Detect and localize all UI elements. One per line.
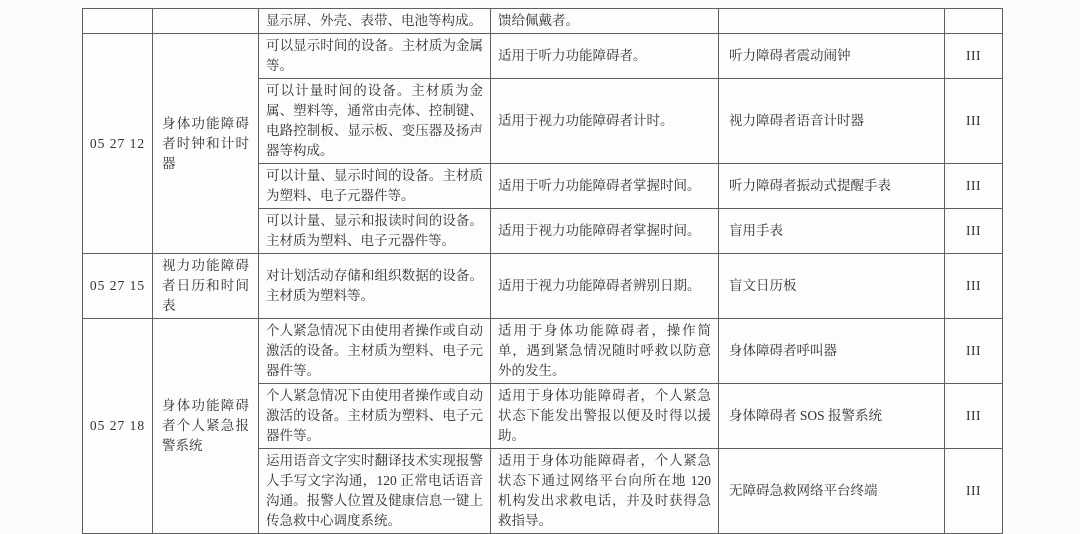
- cell-description: 显示屏、外壳、表带、电池等构成。: [259, 9, 491, 34]
- cell-description: 个人紧急情况下由使用者操作或自动激活的设备。主材质为塑料、电子元器件等。: [259, 319, 491, 384]
- cell-product: [719, 9, 945, 34]
- cell-product: 无障碍急救网络平台终端: [719, 449, 945, 534]
- cell-application: 适用于身体功能障碍者，个人紧急状态下能发出警报以便及时得以援助。: [491, 384, 719, 449]
- cell-category: 身体功能障碍者时钟和计时器: [153, 34, 259, 254]
- cell-application: 适用于听力功能障碍者。: [491, 34, 719, 79]
- cell-description: 可以计量、显示时间的设备。主材质为塑料、电子元器件等。: [259, 164, 491, 209]
- cell-grade: III: [945, 209, 1003, 254]
- cell-product: 视力障碍者语音计时器: [719, 79, 945, 164]
- cell-code: [83, 9, 153, 34]
- assistive-device-catalog-table: [82, 8, 1003, 534]
- cell-application: 适用于视力功能障碍者计时。: [491, 79, 719, 164]
- cell-grade: III: [945, 319, 1003, 384]
- cell-application: 适用于身体功能障碍者，操作简单，遇到紧急情况随时呼救以防意外的发生。: [491, 319, 719, 384]
- cell-category: 视力功能障碍者日历和时间表: [153, 254, 259, 319]
- cell-code: 05 27 15: [83, 254, 153, 319]
- cell-description: 可以计量、显示和报读时间的设备。主材质为塑料、电子元器件等。: [259, 209, 491, 254]
- cell-description: 可以计量时间的设备。主材质为金属、塑料等，通常由壳体、控制键、电路控制板、显示板、变压器及扬声器等构成。: [259, 79, 491, 164]
- cell-description: 运用语音文字实时翻译技术实现报警人手写文字沟通，120 正常电话语音沟通。报警人位置及健康信息一键上传急救中心调度系统。: [259, 449, 491, 534]
- cell-product: 听力障碍者震动闹钟: [719, 34, 945, 79]
- cell-application: 适用于身体功能障碍者，个人紧急状态下通过网络平台向所在地 120 机构发出求救电话，并及时获得急救指导。: [491, 449, 719, 534]
- cell-product: 身体障碍者呼叫器: [719, 319, 945, 384]
- cell-code: 05 27 18: [83, 319, 153, 534]
- cell-grade: [945, 9, 1003, 34]
- cell-application: 馈给佩戴者。: [491, 9, 719, 34]
- cell-grade: III: [945, 449, 1003, 534]
- cell-application: 适用于视力功能障碍者辨别日期。: [491, 254, 719, 319]
- cell-application: 适用于听力功能障碍者掌握时间。: [491, 164, 719, 209]
- cell-category: [153, 9, 259, 34]
- cell-category: 身体功能障碍者个人紧急报警系统: [153, 319, 259, 534]
- cell-description: 可以显示时间的设备。主材质为金属等。: [259, 34, 491, 79]
- cell-description: 个人紧急情况下由使用者操作或自动激活的设备。主材质为塑料、电子元器件等。: [259, 384, 491, 449]
- cell-product: 盲用手表: [719, 209, 945, 254]
- cell-grade: III: [945, 384, 1003, 449]
- cell-code: 05 27 12: [83, 34, 153, 254]
- cell-application: 适用于视力功能障碍者掌握时间。: [491, 209, 719, 254]
- cell-product: 听力障碍者振动式提醒手表: [719, 164, 945, 209]
- cell-product: 盲文日历板: [719, 254, 945, 319]
- table-row: [83, 319, 1003, 384]
- table-row: [83, 34, 1003, 79]
- cell-grade: III: [945, 34, 1003, 79]
- cell-product: 身体障碍者 SOS 报警系统: [719, 384, 945, 449]
- cell-grade: III: [945, 79, 1003, 164]
- cell-grade: III: [945, 164, 1003, 209]
- table-row: [83, 254, 1003, 319]
- cell-grade: III: [945, 254, 1003, 319]
- cell-description: 对计划活动存储和组织数据的设备。主材质为塑料等。: [259, 254, 491, 319]
- table-row: [83, 9, 1003, 34]
